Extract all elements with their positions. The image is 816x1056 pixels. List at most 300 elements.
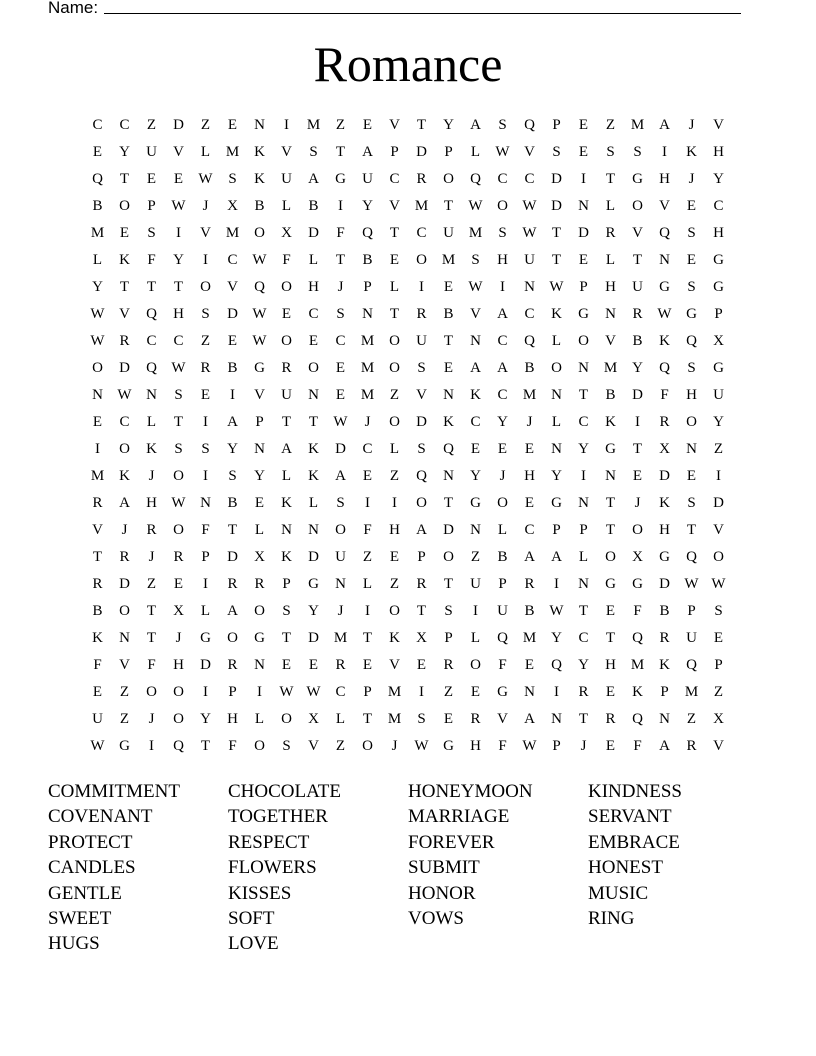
grid-letter: T	[146, 279, 157, 295]
grid-letter: I	[662, 144, 667, 160]
grid-letter: E	[92, 144, 103, 160]
grid-letter: S	[282, 603, 291, 619]
grid-letter: Y	[443, 117, 454, 133]
grid-letter: E	[173, 171, 184, 187]
grid-letter: D	[713, 495, 724, 511]
grid-letter: T	[389, 225, 400, 241]
grid-letter: O	[632, 522, 643, 538]
grid-letter: R	[659, 630, 670, 646]
grid-row	[84, 733, 740, 760]
grid-letter: A	[227, 414, 238, 430]
grid-letter: L	[470, 630, 481, 646]
grid-letter: T	[119, 171, 130, 187]
grid-letter: I	[284, 117, 289, 133]
grid-letter: T	[389, 306, 400, 322]
grid-letter: Y	[713, 171, 724, 187]
grid-letter: G	[713, 252, 724, 268]
grid-letter: A	[119, 495, 130, 511]
grid-letter: M	[387, 684, 402, 700]
grid-letter: J	[202, 198, 209, 214]
grid-letter: K	[119, 252, 130, 268]
grid-letter: N	[605, 468, 616, 484]
grid-letter: S	[417, 441, 426, 457]
grid-letter: U	[497, 603, 508, 619]
grid-letter: B	[308, 198, 319, 214]
grid-letter: D	[227, 549, 238, 565]
grid-letter: Q	[686, 549, 697, 565]
grid-letter: Y	[227, 441, 238, 457]
grid-letter: E	[470, 684, 481, 700]
grid-letter: E	[443, 279, 454, 295]
grid-letter: P	[417, 549, 426, 565]
grid-letter: K	[92, 630, 103, 646]
grid-letter: R	[227, 576, 238, 592]
grid-letter: O	[443, 549, 454, 565]
grid-letter: Q	[686, 333, 697, 349]
grid-letter: R	[605, 225, 616, 241]
grid-letter: N	[605, 306, 616, 322]
grid-letter: S	[687, 495, 696, 511]
grid-letter: J	[337, 603, 344, 619]
grid-letter: O	[119, 441, 130, 457]
grid-letter: T	[605, 522, 616, 538]
grid-letter: N	[578, 576, 589, 592]
grid-letter: O	[119, 198, 130, 214]
grid-letter: V	[119, 306, 130, 322]
grid-letter: K	[119, 468, 130, 484]
grid-letter: O	[443, 171, 454, 187]
grid-letter: Y	[470, 468, 481, 484]
grid-letter: N	[578, 495, 589, 511]
page-title: Romance	[313, 36, 503, 92]
grid-letter: N	[119, 630, 130, 646]
grid-letter: I	[95, 441, 100, 457]
grid-letter: N	[578, 198, 589, 214]
grid-letter: I	[554, 576, 559, 592]
grid-letter: I	[203, 414, 208, 430]
grid-letter: H	[146, 495, 157, 511]
grid-letter: R	[335, 657, 346, 673]
grid-letter: A	[335, 468, 346, 484]
grid-letter: R	[92, 495, 103, 511]
grid-letter: S	[471, 252, 480, 268]
grid-letter: Q	[524, 333, 535, 349]
grid-letter: Z	[470, 549, 481, 565]
grid-letter: N	[659, 252, 670, 268]
grid-letter: M	[90, 225, 105, 241]
grid-letter: O	[281, 279, 292, 295]
grid-letter: P	[660, 684, 669, 700]
grid-letter: U	[362, 171, 373, 187]
grid-letter: G	[713, 279, 724, 295]
grid-letter: O	[200, 279, 211, 295]
grid-letter: I	[149, 738, 154, 754]
grid-letter: G	[308, 576, 319, 592]
grid-letter: O	[173, 711, 184, 727]
grid-letter: O	[416, 252, 427, 268]
grid-letter: G	[578, 306, 589, 322]
word-list-item: CANDLES	[48, 857, 136, 879]
word-list-item: SERVANT	[588, 806, 672, 828]
grid-letter: D	[578, 225, 589, 241]
grid-letter: C	[335, 684, 346, 700]
grid-letter: V	[416, 387, 427, 403]
grid-letter: Q	[443, 441, 454, 457]
grid-letter: E	[227, 117, 238, 133]
grid-letter: D	[443, 522, 454, 538]
grid-letter: J	[688, 171, 695, 187]
grid-letter: E	[713, 630, 724, 646]
grid-letter: O	[173, 522, 184, 538]
word-list-item: SUBMIT	[408, 857, 480, 879]
grid-letter: C	[119, 117, 130, 133]
grid-letter: R	[443, 657, 454, 673]
grid-letter: P	[498, 576, 507, 592]
grid-letter: R	[524, 576, 535, 592]
grid-letter: B	[497, 549, 508, 565]
grid-letter: B	[659, 603, 670, 619]
grid-letter: W	[495, 144, 510, 160]
grid-row	[84, 571, 740, 598]
grid-letter: Z	[146, 117, 157, 133]
grid-letter: Q	[632, 711, 643, 727]
grid-letter: P	[552, 117, 561, 133]
grid-letter: T	[443, 198, 454, 214]
grid-letter: U	[146, 144, 157, 160]
grid-letter: O	[362, 738, 373, 754]
grid-letter: L	[335, 711, 346, 727]
grid-letter: O	[713, 549, 724, 565]
grid-letter: O	[254, 738, 265, 754]
grid-letter: M	[630, 117, 645, 133]
grid-letter: Z	[389, 576, 400, 592]
grid-letter: P	[552, 522, 561, 538]
grid-letter: G	[605, 441, 616, 457]
grid-letter: I	[365, 495, 370, 511]
grid-letter: I	[635, 414, 640, 430]
grid-letter: J	[364, 414, 371, 430]
name-label: Name:	[48, 0, 99, 17]
grid-letter: S	[714, 603, 723, 619]
grid-letter: T	[173, 279, 184, 295]
grid-letter: E	[308, 657, 319, 673]
grid-letter: C	[470, 414, 481, 430]
grid-letter: J	[391, 738, 398, 754]
grid-letter: C	[524, 522, 535, 538]
grid-letter: L	[146, 414, 157, 430]
grid-letter: C	[524, 171, 535, 187]
grid-letter: E	[443, 711, 454, 727]
grid-letter: G	[659, 549, 670, 565]
grid-letter: A	[524, 549, 535, 565]
grid-letter: J	[148, 711, 155, 727]
grid-letter: E	[686, 252, 697, 268]
grid-letter: M	[441, 252, 456, 268]
grid-letter: T	[632, 252, 643, 268]
word-list-item: HONEST	[588, 857, 663, 879]
grid-letter: J	[148, 468, 155, 484]
grid-letter: W	[171, 360, 186, 376]
grid-letter: W	[549, 603, 564, 619]
grid-letter: T	[119, 279, 130, 295]
grid-row	[84, 193, 740, 220]
grid-letter: J	[337, 279, 344, 295]
grid-letter: T	[605, 630, 616, 646]
grid-letter: T	[335, 144, 346, 160]
grid-letter: Y	[497, 414, 508, 430]
grid-letter: E	[605, 603, 616, 619]
grid-letter: E	[416, 657, 427, 673]
grid-letter: N	[362, 306, 373, 322]
grid-letter: X	[632, 549, 643, 565]
grid-letter: Q	[146, 306, 157, 322]
grid-letter: E	[524, 657, 535, 673]
grid-letter: T	[281, 630, 292, 646]
grid-letter: K	[254, 171, 265, 187]
grid-letter: I	[419, 684, 424, 700]
grid-letter: Z	[362, 549, 373, 565]
grid-letter: C	[92, 117, 103, 133]
grid-letter: T	[686, 522, 697, 538]
grid-letter: V	[659, 198, 670, 214]
grid-letter: O	[281, 333, 292, 349]
grid-letter: Q	[254, 279, 265, 295]
grid-letter: J	[580, 738, 587, 754]
grid-letter: A	[416, 522, 427, 538]
word-list-item: GENTLE	[48, 882, 122, 904]
grid-letter: Q	[470, 171, 481, 187]
grid-letter: B	[524, 360, 535, 376]
grid-letter: Y	[254, 468, 265, 484]
grid-letter: S	[606, 144, 615, 160]
grid-letter: I	[230, 387, 235, 403]
grid-letter: A	[308, 171, 319, 187]
grid-letter: S	[498, 117, 507, 133]
word-column	[408, 779, 588, 957]
grid-letter: S	[282, 738, 291, 754]
grid-letter: W	[171, 495, 186, 511]
grid-letter: Z	[713, 684, 724, 700]
grid-letter: P	[390, 144, 399, 160]
grid-letter: X	[713, 333, 724, 349]
grid-letter: M	[90, 468, 105, 484]
grid-letter: B	[254, 198, 265, 214]
grid-letter: R	[416, 576, 427, 592]
grid-letter: D	[335, 441, 346, 457]
letter-grid	[84, 112, 740, 760]
grid-letter: B	[92, 198, 103, 214]
grid-letter: U	[686, 630, 697, 646]
grid-letter: M	[306, 117, 321, 133]
grid-letter: T	[578, 603, 589, 619]
grid-letter: V	[389, 198, 400, 214]
grid-letter: W	[468, 198, 483, 214]
grid-letter: T	[605, 495, 616, 511]
grid-letter: F	[633, 738, 642, 754]
grid-letter: H	[389, 522, 400, 538]
grid-letter: O	[335, 522, 346, 538]
word-list	[48, 779, 768, 957]
grid-letter: W	[171, 198, 186, 214]
grid-letter: T	[578, 711, 589, 727]
grid-letter: S	[687, 279, 696, 295]
grid-letter: E	[335, 387, 346, 403]
grid-letter: N	[146, 387, 157, 403]
grid-letter: R	[686, 738, 697, 754]
word-list-item: RESPECT	[228, 831, 310, 853]
grid-letter: P	[444, 630, 453, 646]
grid-letter: Y	[200, 711, 211, 727]
grid-letter: L	[551, 333, 562, 349]
grid-row	[84, 301, 740, 328]
grid-letter: H	[308, 279, 319, 295]
grid-letter: D	[308, 549, 319, 565]
grid-letter: O	[389, 360, 400, 376]
word-list-item: KISSES	[228, 882, 292, 904]
grid-letter: T	[227, 522, 238, 538]
grid-letter: Y	[551, 468, 562, 484]
grid-letter: E	[605, 738, 616, 754]
grid-letter: K	[308, 441, 319, 457]
grid-letter: C	[389, 171, 400, 187]
grid-letter: C	[416, 225, 427, 241]
grid-letter: Q	[524, 117, 535, 133]
grid-letter: L	[389, 279, 400, 295]
grid-letter: V	[605, 333, 616, 349]
word-list-item: KINDNESS	[588, 781, 682, 802]
grid-letter: F	[147, 252, 156, 268]
grid-letter: S	[228, 468, 237, 484]
grid-letter: F	[147, 657, 156, 673]
grid-letter: Z	[389, 468, 400, 484]
grid-letter: M	[360, 387, 375, 403]
grid-letter: O	[92, 360, 103, 376]
grid-letter: W	[522, 198, 537, 214]
grid-letter: L	[281, 468, 292, 484]
grid-letter: R	[416, 306, 427, 322]
grid-row	[84, 220, 740, 247]
grid-letter: Y	[308, 603, 319, 619]
grid-letter: Z	[200, 333, 211, 349]
grid-letter: Q	[659, 225, 670, 241]
word-list-item: VOWS	[408, 908, 464, 930]
grid-letter: O	[605, 549, 616, 565]
grid-letter: E	[578, 144, 589, 160]
grid-letter: J	[148, 549, 155, 565]
grid-letter: K	[659, 657, 670, 673]
grid-letter: S	[174, 441, 183, 457]
grid-letter: P	[147, 198, 156, 214]
grid-letter: W	[252, 333, 267, 349]
grid-letter: E	[524, 495, 535, 511]
grid-letter: O	[389, 414, 400, 430]
grid-letter: Y	[578, 657, 589, 673]
grid-letter: P	[255, 414, 264, 430]
grid-letter: T	[281, 414, 292, 430]
grid-row	[84, 139, 740, 166]
grid-letter: L	[308, 252, 319, 268]
grid-letter: H	[173, 657, 184, 673]
grid-letter: L	[362, 576, 373, 592]
grid-letter: E	[146, 171, 157, 187]
grid-letter: V	[200, 225, 211, 241]
grid-row	[84, 112, 740, 139]
grid-letter: B	[227, 360, 238, 376]
grid-letter: X	[227, 198, 238, 214]
grid-letter: L	[551, 414, 562, 430]
grid-letter: C	[713, 198, 724, 214]
grid-letter: N	[281, 522, 292, 538]
grid-letter: C	[578, 630, 589, 646]
grid-letter: O	[227, 630, 238, 646]
grid-letter: N	[551, 441, 562, 457]
word-list-item: COVENANT	[48, 806, 153, 828]
grid-letter: Y	[362, 198, 373, 214]
grid-letter: Q	[551, 657, 562, 673]
grid-letter: Z	[119, 684, 130, 700]
grid-letter: H	[713, 225, 724, 241]
grid-letter: E	[281, 306, 292, 322]
grid-row	[84, 355, 740, 382]
grid-letter: W	[279, 684, 294, 700]
word-list-item: TOGETHER	[228, 806, 328, 828]
grid-letter: Z	[335, 738, 346, 754]
grid-letter: I	[203, 468, 208, 484]
grid-letter: V	[389, 117, 400, 133]
grid-letter: K	[551, 306, 562, 322]
grid-letter: O	[254, 603, 265, 619]
grid-letter: L	[497, 522, 508, 538]
grid-letter: U	[281, 171, 292, 187]
grid-letter: X	[713, 711, 724, 727]
grid-letter: E	[173, 576, 184, 592]
grid-letter: S	[444, 603, 453, 619]
grid-letter: T	[578, 387, 589, 403]
grid-letter: U	[443, 225, 454, 241]
grid-row	[84, 706, 740, 733]
grid-letter: T	[443, 495, 454, 511]
grid-letter: R	[254, 576, 265, 592]
grid-row	[84, 409, 740, 436]
word-list-item: SWEET	[48, 908, 112, 930]
grid-letter: H	[173, 306, 184, 322]
word-list-item: SOFT	[228, 908, 275, 930]
grid-letter: D	[416, 144, 427, 160]
grid-letter: K	[605, 414, 616, 430]
grid-letter: T	[308, 414, 319, 430]
word-column	[48, 779, 228, 957]
grid-letter: I	[176, 225, 181, 241]
grid-letter: L	[578, 549, 589, 565]
word-list-item: HUGS	[48, 933, 100, 955]
grid-letter: K	[281, 549, 292, 565]
grid-letter: G	[335, 171, 346, 187]
grid-letter: Y	[632, 360, 643, 376]
grid-letter: W	[468, 279, 483, 295]
grid-letter: E	[92, 414, 103, 430]
grid-letter: N	[254, 657, 265, 673]
grid-letter: H	[227, 711, 238, 727]
grid-letter: F	[336, 225, 345, 241]
grid-letter: C	[227, 252, 238, 268]
grid-letter: B	[92, 603, 103, 619]
grid-letter: N	[254, 117, 265, 133]
grid-letter: D	[632, 387, 643, 403]
word-list-item: COMMITMENT	[48, 781, 180, 802]
grid-letter: C	[173, 333, 184, 349]
grid-letter: Q	[497, 630, 508, 646]
grid-letter: F	[93, 657, 102, 673]
